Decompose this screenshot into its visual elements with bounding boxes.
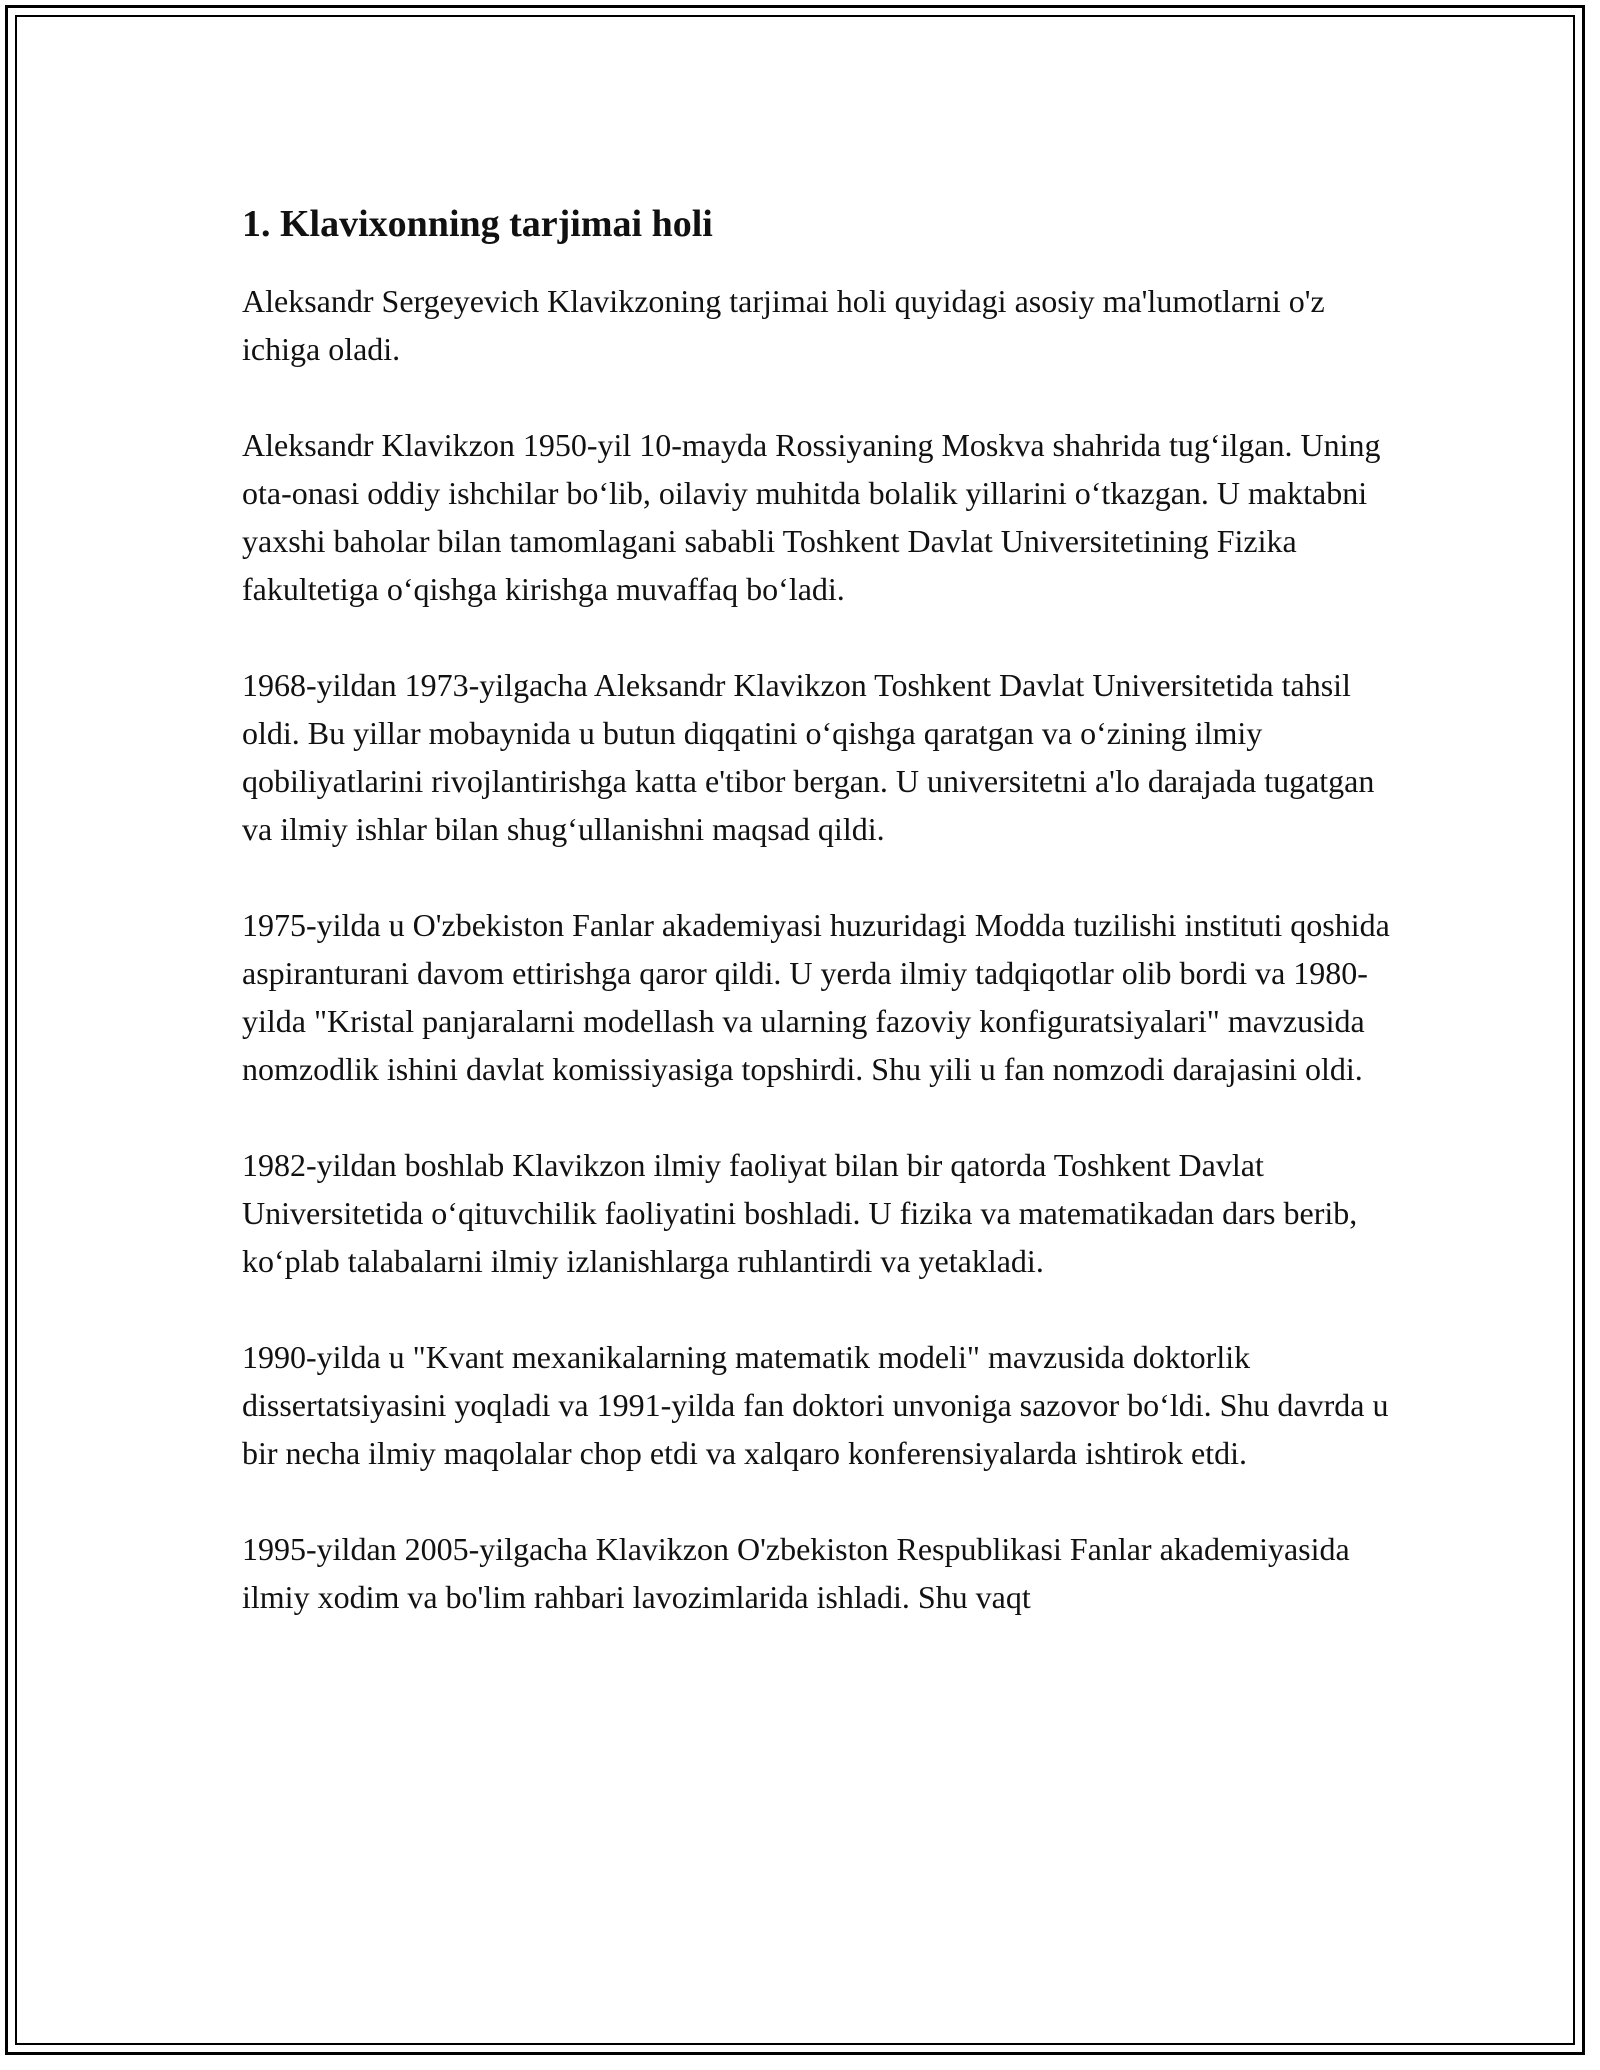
paragraph-academy: 1995-yildan 2005-yilgacha Klavikzon O'zbekiston Respublikasi Fanlar akademiyasida ilmiy xodim va bo'lim rahbari lavozimlarida ishladi. Shu vaqt xyxy=(242,1531,1350,1615)
page-border-outer xyxy=(5,5,1585,2055)
page-border-inner xyxy=(15,15,1575,2045)
paragraph-intro: Aleksandr Sergeyevich Klavikzoning tarjimai holi quyidagi asosiy ma'lumotlarni o'z ichiga oladi. xyxy=(242,283,1325,367)
paragraph-teaching: 1982-yildan boshlab Klavikzon ilmiy faoliyat bilan bir qatorda Toshkent Davlat Universitetida o‘qituvchilik faoliyatini boshladi. U fizika va matematikadan dars berib, ko‘plab talabalarni ilmiy izlanishlarga ruhlantirdi va yetakladi. xyxy=(242,1147,1358,1279)
paragraph-university: 1968-yildan 1973-yilgacha Aleksandr Klavikzon Toshkent Davlat Universitetida tahsil oldi. Bu yillar mobaynida u butun diqqatini o‘qishga qaratgan va o‘zining ilmiy qobiliyatlarini rivojlantirishga katta e'tibor bergan. U universitetni a'lo darajada tugatgan va ilmiy ishlar bilan shug‘ullanishni maqsad qildi. xyxy=(242,667,1375,847)
paragraph-birth: Aleksandr Klavikzon 1950-yil 10-mayda Rossiyaning Moskva shahrida tug‘ilgan. Uning ota-onasi oddiy ishchilar bo‘lib, oilaviy muhitda bolalik yillarini o‘tkazgan. U maktabni yaxshi baholar bilan tamomlagani sababli Toshkent Davlat Universitetining Fizika fakultetiga o‘qishga kirishga muvaffaq bo‘ladi. xyxy=(242,427,1381,607)
paragraph-aspirantura: 1975-yilda u O'zbekiston Fanlar akademiyasi huzuridagi Modda tuzilishi instituti qoshida aspiranturani davom ettirishga qaror qildi. U yerda ilmiy tadqiqotlar olib bordi va 1980-yilda "Kristal panjaralarni modellash va ularning fazoviy konfiguratsiyalari" mavzusida nomzodlik ishini davlat komissiyasiga topshirdi. Shu yili u fan nomzodi darajasini oldi. xyxy=(242,907,1390,1087)
paragraph-doctorate: 1990-yilda u "Kvant mexanikalarning matematik modeli" mavzusida doktorlik dissertatsiyasini yoqladi va 1991-yilda fan doktori unvoniga sazovor bo‘ldi. Shu davrda u bir necha ilmiy maqolalar chop etdi va xalqaro konferensiyalarda ishtirok etdi. xyxy=(242,1339,1389,1471)
document-body xyxy=(242,197,1392,1669)
section-heading: 1. Klavixonning tarjimai holi xyxy=(242,203,713,245)
